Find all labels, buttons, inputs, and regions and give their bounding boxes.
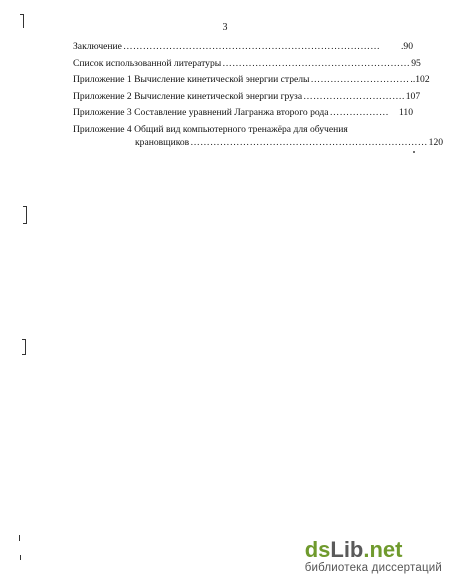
toc-leader-dots: …………………………. (303, 90, 405, 102)
toc-leader-dots: ……………………………………………………………… (190, 136, 428, 148)
toc-entry-appendix-4-continued (73, 136, 444, 154)
toc-entry-page: 107 (405, 90, 421, 102)
toc-entry-page: ..102 (410, 74, 430, 85)
dslib-subtitle: библиотека диссертаций (304, 562, 442, 574)
toc-entry-page: 110 (398, 107, 413, 118)
table-of-contents (73, 41, 444, 153)
toc-entry-references (73, 57, 421, 75)
scan-mark (25, 339, 26, 355)
scan-mark (23, 14, 24, 28)
scan-mark (22, 339, 26, 340)
toc-entry-title: крановщиков (135, 136, 190, 148)
toc-entry-title: Приложение 2 Вычисление кинетической энергии груза (73, 90, 303, 102)
toc-leader-dots: ………………………………………………… (222, 57, 411, 69)
scan-mark (23, 223, 27, 224)
scan-mark (20, 14, 24, 15)
dslib-logo: dsLib.net (304, 537, 403, 562)
scan-mark (19, 535, 20, 541)
toc-entry-appendix-4 (73, 124, 413, 137)
toc-entry-title: Заключение (73, 41, 122, 52)
toc-entry-title: Приложение 1 Вычисление кинетической энергии стрелы (73, 74, 310, 85)
toc-leader-dots: ……………… (329, 107, 389, 118)
page-number: 3 (222, 22, 228, 33)
toc-entry-appendix-2 (73, 90, 421, 108)
toc-entry-page: 95 (411, 57, 421, 69)
toc-leader-dots: …………………………………………………………………… (122, 41, 381, 52)
dslib-watermark (305, 539, 442, 574)
scan-mark (26, 206, 27, 224)
toc-leader-dots: ………………………… (310, 74, 410, 85)
scan-mark (22, 354, 26, 355)
toc-entry-appendix-3 (73, 107, 413, 124)
scan-dot (413, 151, 415, 153)
scan-mark (23, 206, 27, 207)
toc-entry-page: 120 (428, 136, 444, 148)
toc-entry-conclusion (73, 41, 413, 58)
toc-entry-title: Список использованной литературы (73, 57, 222, 69)
toc-entry-page: .90 (401, 41, 413, 52)
toc-entry-title: Приложение 3 Составление уравнений Лагранжа второго рода (73, 107, 329, 118)
toc-entry-title: Приложение 4 Общий вид компьютерного тренажёра для обучения (73, 123, 348, 135)
toc-entry-appendix-1 (73, 74, 430, 91)
scan-mark (20, 555, 21, 560)
